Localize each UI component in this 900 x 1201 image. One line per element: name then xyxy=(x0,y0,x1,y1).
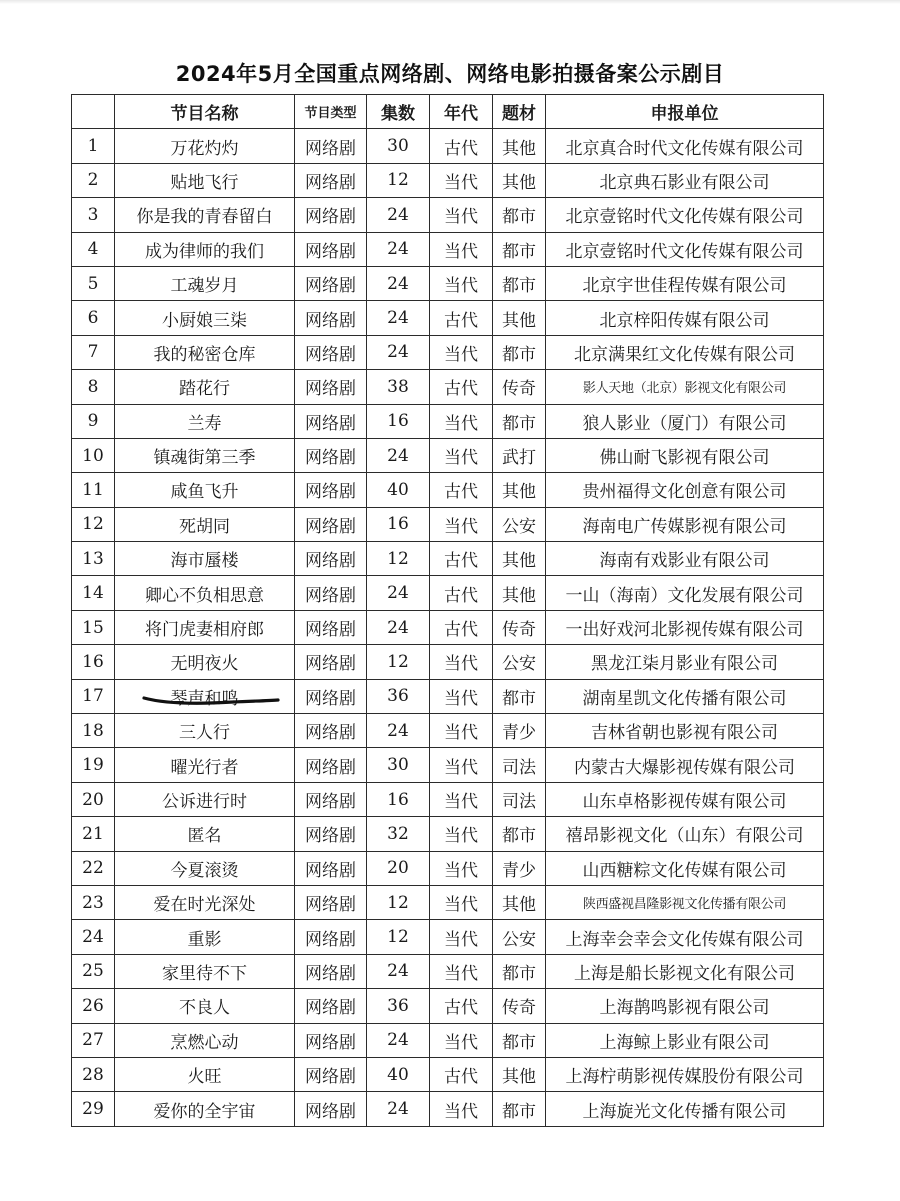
row-number-cell: 3 xyxy=(72,198,115,232)
episode-count-cell: 16 xyxy=(367,404,430,438)
program-type-cell: 网络剧 xyxy=(295,645,367,679)
row-number-cell: 24 xyxy=(72,920,115,954)
row-number-cell: 12 xyxy=(72,507,115,541)
table-row xyxy=(72,610,824,644)
applicant-company-cell: 山西糖粽文化传媒有限公司 xyxy=(546,851,824,885)
row-number-cell: 29 xyxy=(72,1092,115,1126)
era-cell: 当代 xyxy=(430,163,493,197)
program-name-cell: 你是我的青春留白 xyxy=(115,198,295,232)
row-number-cell: 23 xyxy=(72,885,115,919)
program-name-cell: 万花灼灼 xyxy=(115,129,295,163)
episode-count-cell: 24 xyxy=(367,266,430,300)
program-type-cell: 网络剧 xyxy=(295,542,367,576)
program-name-cell: 兰寿 xyxy=(115,404,295,438)
table-row xyxy=(72,954,824,988)
program-name-cell: 卿心不负相思意 xyxy=(115,576,295,610)
row-number-cell: 18 xyxy=(72,714,115,748)
program-type-cell: 网络剧 xyxy=(295,404,367,438)
applicant-company-cell: 内蒙古大爆影视传媒有限公司 xyxy=(546,748,824,782)
table-body xyxy=(72,129,824,1126)
era-cell: 古代 xyxy=(430,473,493,507)
row-number-cell: 17 xyxy=(72,679,115,713)
table-row xyxy=(72,576,824,610)
era-cell: 古代 xyxy=(430,542,493,576)
program-name-cell: 海市蜃楼 xyxy=(115,542,295,576)
applicant-company-cell: 北京满果红文化传媒有限公司 xyxy=(546,335,824,369)
program-name-cell: 我的秘密仓库 xyxy=(115,335,295,369)
applicant-company-cell: 海南有戏影业有限公司 xyxy=(546,542,824,576)
row-number-cell: 10 xyxy=(72,438,115,472)
row-number-cell: 26 xyxy=(72,989,115,1023)
program-type-cell: 网络剧 xyxy=(295,266,367,300)
applicant-company-cell: 北京壹铭时代文化传媒有限公司 xyxy=(546,232,824,266)
genre-cell: 其他 xyxy=(493,576,546,610)
era-cell: 当代 xyxy=(430,645,493,679)
genre-cell: 其他 xyxy=(493,129,546,163)
table-row xyxy=(72,679,824,713)
applicant-company-cell: 北京典石影业有限公司 xyxy=(546,163,824,197)
applicant-company-cell: 黑龙江柒月影业有限公司 xyxy=(546,645,824,679)
episode-count-cell: 24 xyxy=(367,714,430,748)
table-row xyxy=(72,1023,824,1057)
episode-count-cell: 38 xyxy=(367,370,430,404)
applicant-company-cell: 北京真合时代文化传媒有限公司 xyxy=(546,129,824,163)
episode-count-cell: 24 xyxy=(367,198,430,232)
era-cell: 当代 xyxy=(430,1092,493,1126)
genre-cell: 司法 xyxy=(493,782,546,816)
table-row xyxy=(72,198,824,232)
episode-count-cell: 36 xyxy=(367,679,430,713)
program-table xyxy=(71,94,824,1127)
genre-cell: 都市 xyxy=(493,266,546,300)
row-number-cell: 11 xyxy=(72,473,115,507)
program-type-cell: 网络剧 xyxy=(295,473,367,507)
table-row xyxy=(72,404,824,438)
table-row xyxy=(72,266,824,300)
program-name-cell: 无明夜火 xyxy=(115,645,295,679)
genre-cell: 其他 xyxy=(493,301,546,335)
row-number-cell: 28 xyxy=(72,1057,115,1091)
program-type-cell: 网络剧 xyxy=(295,954,367,988)
row-number-cell: 13 xyxy=(72,542,115,576)
era-cell: 当代 xyxy=(430,1023,493,1057)
program-name-cell: 家里待不下 xyxy=(115,954,295,988)
episode-count-cell: 24 xyxy=(367,1092,430,1126)
era-cell: 当代 xyxy=(430,851,493,885)
program-type-cell: 网络剧 xyxy=(295,989,367,1023)
program-name-cell: 爱你的全宇宙 xyxy=(115,1092,295,1126)
row-number-cell: 8 xyxy=(72,370,115,404)
applicant-company-cell: 上海柠萌影视传媒股份有限公司 xyxy=(546,1057,824,1091)
program-type-cell: 网络剧 xyxy=(295,129,367,163)
era-cell: 古代 xyxy=(430,1057,493,1091)
episode-count-cell: 32 xyxy=(367,817,430,851)
table-row xyxy=(72,1092,824,1126)
genre-cell: 都市 xyxy=(493,232,546,266)
genre-cell: 青少 xyxy=(493,851,546,885)
era-cell: 古代 xyxy=(430,370,493,404)
applicant-company-cell: 一出好戏河北影视传媒有限公司 xyxy=(546,610,824,644)
header-episodes: 集数 xyxy=(367,95,430,129)
era-cell: 当代 xyxy=(430,748,493,782)
episode-count-cell: 30 xyxy=(367,748,430,782)
genre-cell: 都市 xyxy=(493,817,546,851)
row-number-cell: 2 xyxy=(72,163,115,197)
program-name-cell: 三人行 xyxy=(115,714,295,748)
applicant-company-cell: 吉林省朝也影视有限公司 xyxy=(546,714,824,748)
episode-count-cell: 24 xyxy=(367,232,430,266)
table-row xyxy=(72,1057,824,1091)
program-name-cell: 不良人 xyxy=(115,989,295,1023)
episode-count-cell: 16 xyxy=(367,782,430,816)
episode-count-cell: 12 xyxy=(367,542,430,576)
table-row xyxy=(72,851,824,885)
era-cell: 当代 xyxy=(430,954,493,988)
program-name-cell: 咸鱼飞升 xyxy=(115,473,295,507)
episode-count-cell: 24 xyxy=(367,610,430,644)
row-number-cell: 16 xyxy=(72,645,115,679)
era-cell: 古代 xyxy=(430,610,493,644)
program-name-cell: 成为律师的我们 xyxy=(115,232,295,266)
header-program-name: 节目名称 xyxy=(115,95,295,129)
program-name-cell: 爱在时光深处 xyxy=(115,885,295,919)
table-row xyxy=(72,748,824,782)
row-number-cell: 7 xyxy=(72,335,115,369)
episode-count-cell: 40 xyxy=(367,473,430,507)
program-type-cell: 网络剧 xyxy=(295,198,367,232)
program-name-cell: 工魂岁月 xyxy=(115,266,295,300)
table-row xyxy=(72,817,824,851)
genre-cell: 传奇 xyxy=(493,989,546,1023)
episode-count-cell: 24 xyxy=(367,335,430,369)
table-row xyxy=(72,885,824,919)
applicant-company-cell: 上海旋光文化传播有限公司 xyxy=(546,1092,824,1126)
table-row xyxy=(72,232,824,266)
era-cell: 当代 xyxy=(430,198,493,232)
program-name-cell: 将门虎妻相府郎 xyxy=(115,610,295,644)
table-row xyxy=(72,542,824,576)
era-cell: 当代 xyxy=(430,885,493,919)
header-no xyxy=(72,95,115,129)
program-name-cell: 踏花行 xyxy=(115,370,295,404)
header-applicant: 申报单位 xyxy=(546,95,824,129)
table-row xyxy=(72,335,824,369)
program-type-cell: 网络剧 xyxy=(295,748,367,782)
program-name-cell: 重影 xyxy=(115,920,295,954)
episode-count-cell: 24 xyxy=(367,576,430,610)
era-cell: 古代 xyxy=(430,989,493,1023)
genre-cell: 都市 xyxy=(493,198,546,232)
genre-cell: 公安 xyxy=(493,507,546,541)
applicant-company-cell: 陕西盛视昌隆影视文化传播有限公司 xyxy=(546,885,824,919)
episode-count-cell: 20 xyxy=(367,851,430,885)
program-type-cell: 网络剧 xyxy=(295,370,367,404)
era-cell: 当代 xyxy=(430,335,493,369)
era-cell: 当代 xyxy=(430,920,493,954)
program-name-cell: 匿名 xyxy=(115,817,295,851)
era-cell: 当代 xyxy=(430,817,493,851)
program-name-cell: 今夏滚烫 xyxy=(115,851,295,885)
program-type-cell: 网络剧 xyxy=(295,438,367,472)
episode-count-cell: 24 xyxy=(367,954,430,988)
table-row xyxy=(72,370,824,404)
program-name-cell: 小厨娘三柒 xyxy=(115,301,295,335)
table-row xyxy=(72,782,824,816)
genre-cell: 都市 xyxy=(493,954,546,988)
applicant-company-cell: 北京宇世佳程传媒有限公司 xyxy=(546,266,824,300)
table-row xyxy=(72,129,824,163)
row-number-cell: 15 xyxy=(72,610,115,644)
row-number-cell: 1 xyxy=(72,129,115,163)
applicant-company-cell: 贵州福得文化创意有限公司 xyxy=(546,473,824,507)
program-type-cell: 网络剧 xyxy=(295,335,367,369)
applicant-company-cell: 北京梓阳传媒有限公司 xyxy=(546,301,824,335)
genre-cell: 公安 xyxy=(493,645,546,679)
program-name-cell: 火旺 xyxy=(115,1057,295,1091)
era-cell: 当代 xyxy=(430,714,493,748)
program-type-cell: 网络剧 xyxy=(295,232,367,266)
program-name-cell: 曜光行者 xyxy=(115,748,295,782)
table-row xyxy=(72,301,824,335)
genre-cell: 司法 xyxy=(493,748,546,782)
annotated-program-name xyxy=(171,684,239,709)
genre-cell: 其他 xyxy=(493,473,546,507)
era-cell: 古代 xyxy=(430,129,493,163)
program-name: 琴声和鸣 xyxy=(170,688,239,709)
applicant-company-cell: 上海幸会幸会文化传媒有限公司 xyxy=(546,920,824,954)
applicant-company-cell: 海南电广传媒影视有限公司 xyxy=(546,507,824,541)
program-type-cell: 网络剧 xyxy=(295,301,367,335)
episode-count-cell: 36 xyxy=(367,989,430,1023)
program-name-cell: 镇魂街第三季 xyxy=(115,438,295,472)
episode-count-cell: 24 xyxy=(367,301,430,335)
genre-cell: 传奇 xyxy=(493,610,546,644)
program-type-cell: 网络剧 xyxy=(295,1057,367,1091)
table-row xyxy=(72,163,824,197)
program-type-cell: 网络剧 xyxy=(295,714,367,748)
table-row xyxy=(72,473,824,507)
program-type-cell: 网络剧 xyxy=(295,576,367,610)
header-era: 年代 xyxy=(430,95,493,129)
genre-cell: 都市 xyxy=(493,679,546,713)
row-number-cell: 4 xyxy=(72,232,115,266)
genre-cell: 武打 xyxy=(493,438,546,472)
genre-cell: 其他 xyxy=(493,1057,546,1091)
program-type-cell: 网络剧 xyxy=(295,1092,367,1126)
applicant-company-cell: 北京壹铭时代文化传媒有限公司 xyxy=(546,198,824,232)
era-cell: 当代 xyxy=(430,438,493,472)
table-row xyxy=(72,920,824,954)
genre-cell: 其他 xyxy=(493,542,546,576)
program-name-cell: 死胡同 xyxy=(115,507,295,541)
episode-count-cell: 12 xyxy=(367,163,430,197)
genre-cell: 都市 xyxy=(493,404,546,438)
program-type-cell: 网络剧 xyxy=(295,1023,367,1057)
genre-cell: 都市 xyxy=(493,335,546,369)
genre-cell: 其他 xyxy=(493,885,546,919)
program-type-cell: 网络剧 xyxy=(295,679,367,713)
applicant-company-cell: 湖南星凯文化传播有限公司 xyxy=(546,679,824,713)
genre-cell: 都市 xyxy=(493,1092,546,1126)
row-number-cell: 20 xyxy=(72,782,115,816)
applicant-company-cell: 狼人影业（厦门）有限公司 xyxy=(546,404,824,438)
applicant-company-cell: 上海鲸上影业有限公司 xyxy=(546,1023,824,1057)
episode-count-cell: 30 xyxy=(367,129,430,163)
program-type-cell: 网络剧 xyxy=(295,507,367,541)
genre-cell: 公安 xyxy=(493,920,546,954)
genre-cell: 其他 xyxy=(493,163,546,197)
episode-count-cell: 40 xyxy=(367,1057,430,1091)
applicant-company-cell: 山东卓格影视传媒有限公司 xyxy=(546,782,824,816)
program-type-cell: 网络剧 xyxy=(295,920,367,954)
applicant-company-cell: 影人天地（北京）影视文化有限公司 xyxy=(546,370,824,404)
table-row xyxy=(72,645,824,679)
era-cell: 当代 xyxy=(430,782,493,816)
program-name-cell: 烹燃心动 xyxy=(115,1023,295,1057)
episode-count-cell: 12 xyxy=(367,885,430,919)
applicant-company-cell: 一山（海南）文化发展有限公司 xyxy=(546,576,824,610)
applicant-company-cell: 禧昂影视文化（山东）有限公司 xyxy=(546,817,824,851)
program-type-cell: 网络剧 xyxy=(295,782,367,816)
header-genre: 题材 xyxy=(493,95,546,129)
row-number-cell: 21 xyxy=(72,817,115,851)
program-type-cell: 网络剧 xyxy=(295,610,367,644)
header-row xyxy=(72,95,824,129)
applicant-company-cell: 佛山耐飞影视有限公司 xyxy=(546,438,824,472)
genre-cell: 青少 xyxy=(493,714,546,748)
applicant-company-cell: 上海鹊鸣影视有限公司 xyxy=(546,989,824,1023)
document-title: 2024年5月全国重点网络剧、网络电影拍摄备案公示剧目 xyxy=(175,62,725,86)
table-row xyxy=(72,438,824,472)
era-cell: 古代 xyxy=(430,576,493,610)
program-type-cell: 网络剧 xyxy=(295,851,367,885)
era-cell: 当代 xyxy=(430,266,493,300)
row-number-cell: 19 xyxy=(72,748,115,782)
header-program-type: 节目类型 xyxy=(295,95,367,129)
page-edge xyxy=(0,0,900,4)
era-cell: 古代 xyxy=(430,301,493,335)
table-row xyxy=(72,714,824,748)
genre-cell: 都市 xyxy=(493,1023,546,1057)
row-number-cell: 27 xyxy=(72,1023,115,1057)
row-number-cell: 14 xyxy=(72,576,115,610)
episode-count-cell: 12 xyxy=(367,920,430,954)
episode-count-cell: 16 xyxy=(367,507,430,541)
program-type-cell: 网络剧 xyxy=(295,163,367,197)
era-cell: 当代 xyxy=(430,404,493,438)
table-row xyxy=(72,989,824,1023)
program-type-cell: 网络剧 xyxy=(295,885,367,919)
era-cell: 当代 xyxy=(430,232,493,266)
table-row xyxy=(72,507,824,541)
row-number-cell: 25 xyxy=(72,954,115,988)
program-name-cell xyxy=(115,679,295,713)
applicant-company-cell: 上海是船长影视文化有限公司 xyxy=(546,954,824,988)
genre-cell: 传奇 xyxy=(493,370,546,404)
era-cell: 当代 xyxy=(430,679,493,713)
program-name-cell: 贴地飞行 xyxy=(115,163,295,197)
episode-count-cell: 24 xyxy=(367,1023,430,1057)
row-number-cell: 5 xyxy=(72,266,115,300)
program-type-cell: 网络剧 xyxy=(295,817,367,851)
program-name-cell: 公诉进行时 xyxy=(115,782,295,816)
episode-count-cell: 24 xyxy=(367,438,430,472)
episode-count-cell: 12 xyxy=(367,645,430,679)
row-number-cell: 22 xyxy=(72,851,115,885)
row-number-cell: 6 xyxy=(72,301,115,335)
row-number-cell: 9 xyxy=(72,404,115,438)
era-cell: 当代 xyxy=(430,507,493,541)
